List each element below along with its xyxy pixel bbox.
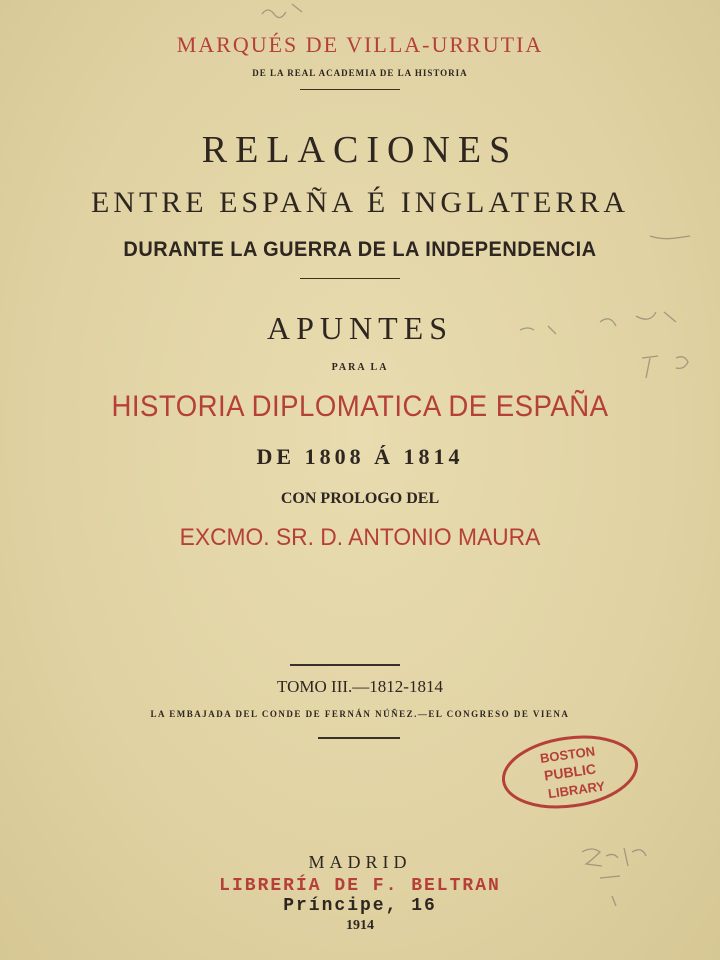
- library-stamp: [500, 735, 640, 810]
- subtitle-historia: HISTORIA DIPLOMATICA DE ESPAÑA: [111, 390, 609, 423]
- divider-volume-top: [290, 664, 400, 666]
- title-line-2: ENTRE ESPAÑA É INGLATERRA: [90, 186, 630, 219]
- subtitle-para: PARA LA: [331, 362, 389, 373]
- stamp-line-3: LIBRARY: [547, 778, 606, 802]
- divider-top: [300, 89, 400, 90]
- publisher-address: Príncipe, 16: [283, 896, 437, 916]
- publication-year: 1914: [346, 918, 374, 933]
- volume-subtitle: LA EMBAJADA DEL CONDE DE FERNÁN NÚÑEZ.—EL CONGRESO DE VIENA: [150, 709, 570, 719]
- prologue-author: EXCMO. SR. D. ANTONIO MAURA: [179, 524, 541, 551]
- publisher-name: LIBRERÍA DE F. BELTRAN: [219, 876, 501, 896]
- divider-volume-bottom: [318, 737, 400, 739]
- stamp-line-1: BOSTON: [539, 743, 597, 766]
- title-main: RELACIONES: [201, 129, 519, 171]
- author-affiliation: DE LA REAL ACADEMIA DE LA HISTORIA: [252, 68, 468, 78]
- title-line-3: DURANTE LA GUERRA DE LA INDEPENDENCIA: [123, 238, 597, 261]
- subtitle-apuntes: APUNTES: [266, 310, 453, 346]
- stamp-line-2: PUBLIC: [543, 760, 597, 784]
- prologue-label: CON PROLOGO DEL: [280, 490, 440, 507]
- author-name: MARQUÉS DE VILLA-URRUTIA: [176, 32, 544, 57]
- years-range: DE 1808 Á 1814: [256, 444, 464, 469]
- divider-title: [300, 278, 400, 279]
- volume-number: TOMO III.—1812-1814: [277, 677, 443, 696]
- publication-place: MADRID: [308, 852, 412, 872]
